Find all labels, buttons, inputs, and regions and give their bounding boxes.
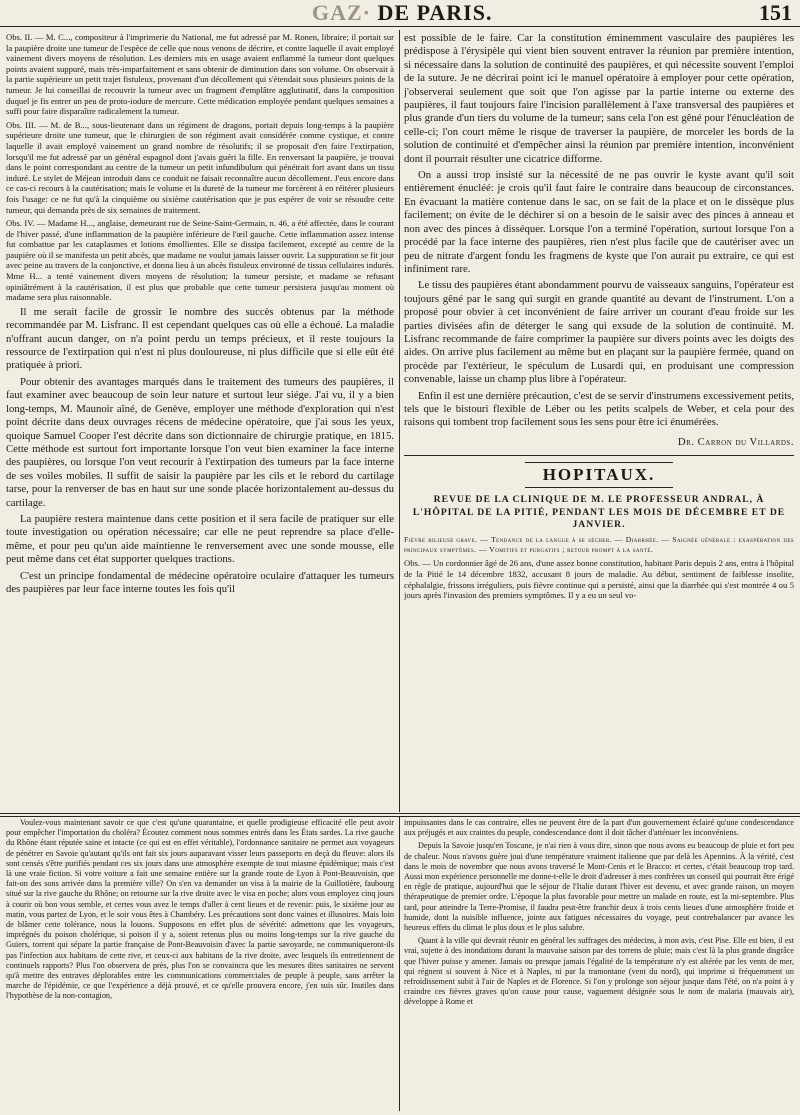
- ghost-text: GAZ·: [312, 0, 372, 25]
- observation-2: Obs. II. — M. C..., compositeur à l'imprimerie du National, me fut adressé par M. Ronen, libraire; il portait sur la paupière droite une tumeur de l'espèce de celle que nous venons de décrire, et contre laquelle il avait employé vainement divers moyens de résolution. Les derniers mis en usage avaient enflammé la tumeur dont quelques points avaient suppuré, mais très-imparfaitement et sans obtenir de diminution dans son volume. On observait à la partie supérieure un petit trajet fistuleux, provenant d'un décollement qui s'étendait sous plusieurs points de la tumeur. Je lui conseillai de recouvrir la tumeur avec un fragment d'emplâtre agglutinatif, dans la composition duquel je fis entrer un peu de proto-iodure de mercure. Cette médication employée pendant quelques semaines a suffi pour faire disparaître radicalement la tumeur.: [6, 32, 394, 117]
- section-title: [404, 462, 794, 488]
- observation-4: Obs. IV. — Madame H..., anglaise, demeurant rue de Seine-Saint-Germain, n. 46, a été affectée, dans le courant de l'hiver passé, d'une inflammation de la paupière inférieure de l'œil gauche. Cette inflammation assez intense fut combattue par les cataplasmes et lotions émollientes. Elle se dissipa facilement, excepté au centre de la paupière où il se manifesta un petit abcès, que madame ne voulut jamais laisser ouvrir. La suppuration se fit jour avec peine au travers de la conjonctive, et donna lieu à un abcès fistuleux environné de tissus cellulaires indurés. Mme H... a tenté vainement divers moyens de résolution; la tumeur persiste, et madame se refusant opiniâtrément à la cautérisation, il est plus que probable que cette tumeur persistera jusqu'au moment où madame sera plus raisonnable.: [6, 218, 394, 303]
- paragraph: Enfin il est une dernière précaution, c'est de se servir d'instrumens excessivement petits, tels que le bistouri flexible de Léber ou les petits scalpels de Weber, et cela pour des raisons qui tombent trop facilement sous les sens pour être ici énumérées.: [404, 389, 794, 429]
- feuilleton-left-column: [6, 818, 394, 1110]
- paragraph: Quant à la ville qui devrait réunir en général les suffrages des médecins, à mon avis, c'est Pise. Elle est bien, il est vrai, sujette à des inondations durant la mauvaise saison par des torrens de pluie; mais c'est là la plus grande disgrâce que l'hiver puisse y amener. Jamais ou presque jamais l'égalité de la température n'y est altérée par les vents de mer, qui régnent si souvent à Nice et à Naples, ni par la tramontane (vent du nord), qui imprime si fréquemment un refroidissement subit à l'air de Naples et de Florence. Si l'on y prolonge son séjour jusque dans l'été, on n'a point à y craindre ces fièvres graves qu'on cause pour cause, vaguement désignée sous le nom de malaria (mauvais air), développe à Rome et: [404, 936, 794, 1007]
- paragraph: Depuis la Savoie jusqu'en Toscane, je n'ai rien à vous dire, sinon que nous avons eu beaucoup de pluie et fort peu de chaleur. Nous n'avons guère joui d'une température vraiment italienne que par delà les Apennins. À la vérité, c'est dans le mois de novembre que nous avons traversé le Mont-Cenis et le Bracco: et certes, c'était beaucoup trop tard. Aussi mon expérience personnelle me donne-t-elle le droit d'adresser à mes confrères un conseil qui pourrait être érigé en règle de pratique, aujourd'hui que le séjour de l'Italie durant l'hiver est devenu, et avec grande raison, un moyen thérapeutique de premier ordre. L'époque la plus favorable pour mettre un malade en route, est la mi-septembre. Plus tard, pour atteindre la Terre-Promise, il faudra peut-être franchir deux à trois cents lieues d'une atmosphère froide et humide, dont la nuisible influence, jointe aux fatigues nécessaires du voyage, peut contrebalancer par avance les heureux effets du climat le plus doux et le plus salubre.: [404, 841, 794, 933]
- paragraph: C'est un principe fondamental de médecine opératoire oculaire d'attaquer les tumeurs des paupières par leur face interne toutes les fois qu'il: [6, 569, 394, 595]
- running-title: [312, 0, 492, 26]
- paragraph: La paupière restera maintenue dans cette position et il sera facile de pratiquer sur elle toute investigation ou opération nécessaire; car elle ne peut reprendre sa place d'elle-même, et pour peu qu'un aide maintienne le renversement avec une sonde mousse, elle peut même dans cet état supporter quelques tractions.: [6, 512, 394, 566]
- column-divider: [399, 30, 400, 812]
- left-column: [6, 32, 394, 810]
- feuilleton-right-column: [404, 818, 794, 1110]
- paragraph: Voulez-vous maintenant savoir ce que c'est qu'une quarantaine, et quelle prodigieuse efficacité elle peut avoir pour empêcher l'importation du choléra? Écoutez comment nous sommes entrés dans les États sardes. La rive gauche du Rhône étant réputée saine et intacte (ce qui est en effet véritable), l'ordonnance sanitaire ne permet aux voyageurs de pénétrer en Savoie qu'autant qu'ils ont fait six jours auparavant visser leurs passeports en deçà du fleuve: alors ils sont censés s'être purifiés pendant ces six jours dans une atmosphère exempte de tout miasme épidémique; mais c'est là une vraie fiction. Si votre voiture a fait une semaine entière sur la grande route de Lyon à Pont-Beauvoisin, que fait-on des sons arrivée dans la première ville? On s'en va demander un visa à la mairie de la Guillotière, faubourg situé sur la rive gauche du Rhône; on retourne sur la rive droite avec le visa en poche; alors vous employez cinq jours à courir où bon vous semble, et certes vous avez le temps d'aller à cent lieues et de revenir: puis, le sixième jour au matin, vous partez de Lyon, et le soir vous êtes à Chambéry. Les précautions sont donc vaines et illusoires. Mais loin de blâmer cette tolérance, nous la louons. Supposons en effet plus de sévérité: admettons que les voyageurs, imprégnés du poison cholérique, si poison il y a, soient retenus plus ou moins long-temps sur la rive gauche du Guiers, torrent qui sépare la partie française de Pont-Beauvoisin d'avec la partie savoyarde, ne communiqueront-ils pas l'infection aux habitans de cette rive, et ceux-ci aux habitans de la rive droite, avec lesquels ils entretiennent de continuels rapports? Plus l'on observera de près, plus l'on se convaincra que les mesures dites sanitaires ne servent qu'à mettre des entraves déplorables entre les communications commerciales de peuple à peuple, sans arrêter la marche de l'épidémie, ce que l'expérience a déjà prouvé, et ce qu'elle prouvera encore, j'en suis sûr. Inutiles dans l'hypothèse de la non-contagion,: [6, 818, 394, 1001]
- observation-3: Obs. III. — M. de B..., sous-lieutenant dans un régiment de dragons, portait depuis long-temps à la paupière supérieure droite une tumeur, que le chirurgien de son régiment avait considérée comme cystique, et contre laquelle il avait employé vainement un grand nombre de résolutifs; il se proposait d'en faire l'extirpation, lorsqu'il me fut adressé par un général espagnol dont j'avais guéri la fille. En renversant la paupière, je trouvai dans le point correspondant au centre de la tumeur un petit infundibulum qui pénétrait fort avant dans un tissu induré. Le stylet de Méjean introduit dans ce conduit ne faisait reconnaître aucun décollement. J'eus encore dans ce cas-ci recours à la cautérisation; mais le volume et la dureté de la tumeur me forcèrent à en réitérer plusieurs fois l'usage: ce ne fut qu'à la cinquième ou sixième cautérisation que je pus espérer de voir se résoudre cette tumeur, qui demanda près de six semaines de traitement.: [6, 119, 394, 215]
- section-title-text: HOPITAUX.: [525, 462, 674, 488]
- bottom-column-divider: [399, 817, 400, 1111]
- article-summary: Fièvre bilieuse grave. — Tendance de la langue à se sécher. — Diarrhée. — Saignée générale : exaspération des principaux symptômes. — Vomitifs et purgatifs ; retour prompt à la santé.: [404, 535, 794, 555]
- paragraph: Le tissu des paupières étant abondamment pourvu de vaisseaux sanguins, l'opérateur est toujours gêné par le sang qui surgit en grande quantité au devant de l'instrument. L'on a proposé pour obvier à cet inconvénient de faire arriver un courant d'eau froide sur les parties divisées afin de déterger le sang qui exsude de la solution de continuité. M. Lisfranc recommande de faire comprimer la paupière sur divers points avec les doigts des aides. On arrive plus facilement au même but en plaçant sur la paupière fermée, quand on procède par l'extérieur, le spéculum de Lusardi qui, en produisant une compression convenable, laisse un champ plus libre à l'opérateur.: [404, 279, 794, 386]
- right-column: [404, 32, 794, 810]
- section-divider: [404, 455, 794, 456]
- paragraph: est possible de le faire. Car la constitution éminemment vasculaire des paupières les prédispose à l'érysipèle qui vient bien souvent entraver la réunion par première intention, si nécessaire dans la solution de continuité des paupières, et qui nécessite souvent l'emploi de la suture. Je ne décrirai point ici le manuel opératoire à employer pour cette opération, j'observerai seulement que soit que l'on agisse par la partie interne ou externe des paupières, il faut toujours faire l'incision parallèlement à l'axe transversal des paupières et plus grande d'un tiers du volume de la tumeur; sans cela l'on est gêné pour l'énucléation de celle-ci; l'on court même le risque de traverser la paupière, de morceler les bords de la solution de continuité et d'empêcher ainsi la réunion par première intention, inconvénient dont il pourrait résulter une cicatrice difforme.: [404, 32, 794, 165]
- author-signature: Dr. Carron du Villards.: [677, 435, 794, 448]
- feuilleton-divider: [0, 813, 800, 817]
- observation: Obs. — Un cordonnier âgé de 26 ans, d'une assez bonne constitution, habitant Paris depuis 2 ans, entra à l'hôpital de la Pitié le 14 décembre 1832, accusant 8 jours de maladie. Au début, sentiment de faiblesse insolite, céphalalgie, frissons irréguliers, puis fièvre continue qui a persisté, ainsi que la diarrhée qui s'est montrée 4 ou 5 jours après l'invasion des premiers symptômes. Il y a eu un seul vo-: [404, 558, 794, 601]
- page-number: 151: [759, 0, 792, 25]
- page-header: [0, 0, 800, 27]
- title-text: DE PARIS.: [377, 0, 493, 25]
- paragraph: Pour obtenir des avantages marqués dans le traitement des tumeurs des paupières, il faut examiner avec beaucoup de soin leur nature et surtout leur siége. J'ai vu, il y a bien long-temps, M. Maunoir aîné, de Genève, employer une méthode d'exploration qui n'est point décrite dans deux ouvrages récens de médecine opératoire, que j'ai sous les yeux, quoique Samuel Cooper l'est décrite dans son dictionnaire de chirurgie pratique, en 1815. Cette méthode est surtout fort importante lorsque l'on veut bien examiner la face interne des paupières, ou lorsque l'on veut recourir à l'extirpation des tumeurs par la face interne de ses voiles mobiles. Il suffit de saisir la paupière par les cils et le rebord du cartilage tarse, pour la renverser de bas en haut sur une sonde placée horizontalement au-dessus du cartilage.: [6, 375, 394, 509]
- paragraph: Il me serait facile de grossir le nombre des succès obtenus par la méthode recommandée par M. Lisfranc. Il est cependant quelques cas où elle a échoué. La maladie n'offrant aucun danger, on n'a point perdu un temps précieux, et il reste toujours la ressource de l'extirpation qui n'est ni plus douloureuse, ni plus difficile que si elle eût été pratiquée à priori.: [6, 305, 394, 372]
- paragraph: impuissantes dans le cas contraire, elles ne peuvent être de la part d'un gouvernement éclairé qu'une condescendance aux préjugés et aux craintes du peuple, condescendance dont il doit tâcher d'atténuer les inconvéniens.: [404, 818, 794, 838]
- paragraph: On a aussi trop insisté sur la nécessité de ne pas ouvrir le kyste avant qu'il soit entièrement énucléé: je crois qu'il faut faire le contraire dans beaucoup de circonstances. En évacuant la matière contenue dans le sac, on se fait de la place et on le dissèque plus facilement; on évite de le déchirer si on a besoin de le saisir avec des pinces à anneau et non avec des pinces à disséquer. Lorsque l'on a terminé l'opération, surtout lorsque l'on a procédé par la face interne des paupières, rien n'est plus facile que de cautériser avec un peu de nitrate d'argent fondu les fragmens de kyste que l'on aurait pu extraire, ce qui est infiniment rare.: [404, 169, 794, 275]
- article-heading: REVUE DE LA CLINIQUE DE M. LE PROFESSEUR ANDRAL, À L'HÔPITAL DE LA PITIÉ, PENDANT LES MOIS DE DÉCEMBRE ET DE JANVIER.: [412, 494, 786, 530]
